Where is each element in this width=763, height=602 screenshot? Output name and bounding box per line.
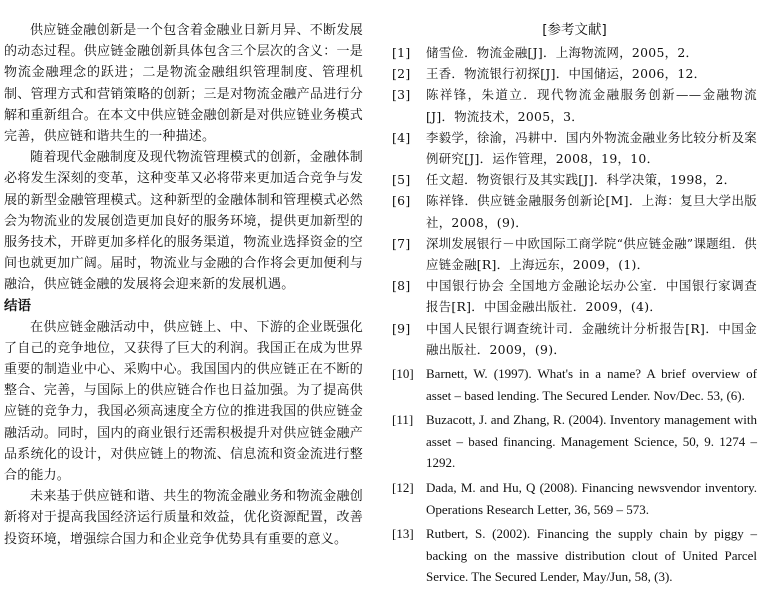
reference-text: Barnett, W. (1997). What's in a name? A brief overview of asset – based lending. The Secured Lender. Nov/Dec. 53, (6). bbox=[426, 366, 757, 403]
reference-number: [12] bbox=[392, 480, 414, 496]
reference-text: Rutbert, S. (2002). Financing the supply chain by piggy – backing on the massive distribution clout of United Parcel Service. The Secured Lender, May/Jun, 58, (3). bbox=[426, 526, 757, 585]
reference-text: Dada, M. and Hu, Q (2008). Financing newsvendor inventory. Operations Research Letter, 36, 569 – 573. bbox=[426, 480, 757, 517]
body-paragraph: 未来基于供应链和谐、共生的物流金融业务和物流金融创新将对于提高我国经济运行质量和效益，优化资源配置，改善投资环境，增强综合国力和企业竞争优势具有重要的意义。 bbox=[4, 489, 363, 547]
body-paragraph: 在供应链金融活动中，供应链上、中、下游的企业既强化了自己的竞争地位，又获得了巨大的利润。我国正在成为世界重要的制造业中心、采购中心。我国国内的供应链正在不断的整合、完善，与国际上的供应链合作也日益加强。为了提高供应链的竞争力，我国必须高速度全方位的推进我国的供应链金融活动。同时，国内的商业银行还需积极提升对供应链金融产品系统化的设计，对供应链上的物流、信息流和资金流进行整合的能力。 bbox=[4, 319, 363, 484]
reference-text: 王香．物流银行初探[J]．中国储运，2006，12． bbox=[426, 66, 707, 82]
reference-item bbox=[392, 409, 757, 474]
reference-number: [4] bbox=[392, 129, 411, 145]
reference-item bbox=[392, 477, 757, 520]
reference-item bbox=[392, 318, 757, 360]
references-section bbox=[392, 20, 757, 588]
reference-item bbox=[392, 523, 757, 588]
reference-text: 储雪俭．物流金融[J]．上海物流网，2005，2． bbox=[426, 45, 699, 60]
reference-number: [11] bbox=[392, 412, 414, 428]
reference-number: [10] bbox=[392, 366, 414, 382]
reference-number: [8] bbox=[392, 278, 411, 294]
reference-number: [7] bbox=[392, 235, 411, 251]
references-title: [参考文献] bbox=[542, 22, 607, 38]
conclusion-heading: 结语 bbox=[4, 297, 31, 314]
reference-item bbox=[392, 190, 757, 232]
reference-text: 中国银行协会 全国地方金融论坛办公室．中国银行家调查报告[R]．中国金融出版社．2009，(4)． bbox=[426, 278, 757, 315]
reference-text: 李毅学，徐渝，冯耕中．国内外物流金融业务比较分析及案例研究[J]．运作管理，2008，19，10． bbox=[426, 129, 757, 167]
reference-item bbox=[392, 275, 757, 317]
reference-number: [6] bbox=[392, 193, 411, 209]
body-paragraph: 随着现代金融制度及现代物流管理模式的创新，金融体制必将发生深刻的变革，这种变革又必将带来更加适合竞争与发展的新型金融管理模式。这种新型的金融体制和管理模式必然会为物流业的发展创造更加良好的服务环境，提供更加新型的服务技术，开辟更加多样化的服务渠道，物流业选择资金的空间也就更加广阔。届时，物流业与金融的合作将会更加便利与融洽，供应链金融的发展将会迎来新的发展机遇。 bbox=[4, 150, 363, 293]
reference-number: [1] bbox=[392, 45, 411, 60]
reference-text: 任文超．物资银行及其实践[J]．科学决策，1998，2． bbox=[426, 172, 737, 188]
reference-text: 陈祥锋，朱道立．现代物流金融服务创新——金融物流[J]．物流技术，2005，3． bbox=[426, 87, 757, 124]
reference-number: [9] bbox=[392, 320, 411, 336]
reference-item bbox=[392, 363, 757, 406]
reference-number: [3] bbox=[392, 87, 411, 103]
reference-item bbox=[392, 127, 757, 169]
body-paragraph: 供应链金融创新是一个包含着金融业日新月异、不断发展的动态过程。供应链金融创新具体包含三个层次的含义：一是物流金融理念的跃进；二是物流金融组织管理制度、管理机制、管理方式和营销策略的创新；三是对物流金融产品进行分解和重新组合。在本文中供应链金融创新是对供应链业务模式完善，供应链和谐共生的一种描述。 bbox=[4, 23, 363, 145]
reference-number: [2] bbox=[392, 66, 411, 82]
reference-item bbox=[392, 233, 757, 275]
reference-item bbox=[392, 63, 757, 84]
left-column bbox=[4, 20, 363, 550]
reference-number: [5] bbox=[392, 172, 411, 188]
reference-text: 中国人民银行调查统计司．金融统计分析报告[R]．中国金融出版社．2009，(9)． bbox=[426, 320, 757, 357]
reference-text: Buzacott, J. and Zhang, R. (2004). Inventory management with asset – based financing. Management Science, 50, 9. 1274 – 1292. bbox=[426, 412, 757, 471]
reference-item bbox=[392, 42, 757, 63]
reference-item bbox=[392, 169, 757, 190]
reference-number: [13] bbox=[392, 526, 414, 542]
reference-item bbox=[392, 84, 757, 126]
reference-text: 陈祥锋．供应链金融服务创新论[M]．上海：复旦大学出版社，2008，(9)． bbox=[426, 193, 757, 230]
reference-text: 深圳发展银行－中欧国际工商学院“供应链金融”课题组．供应链金融[R]．上海远东，2009，(1)． bbox=[426, 235, 757, 273]
reference-list bbox=[392, 42, 757, 588]
